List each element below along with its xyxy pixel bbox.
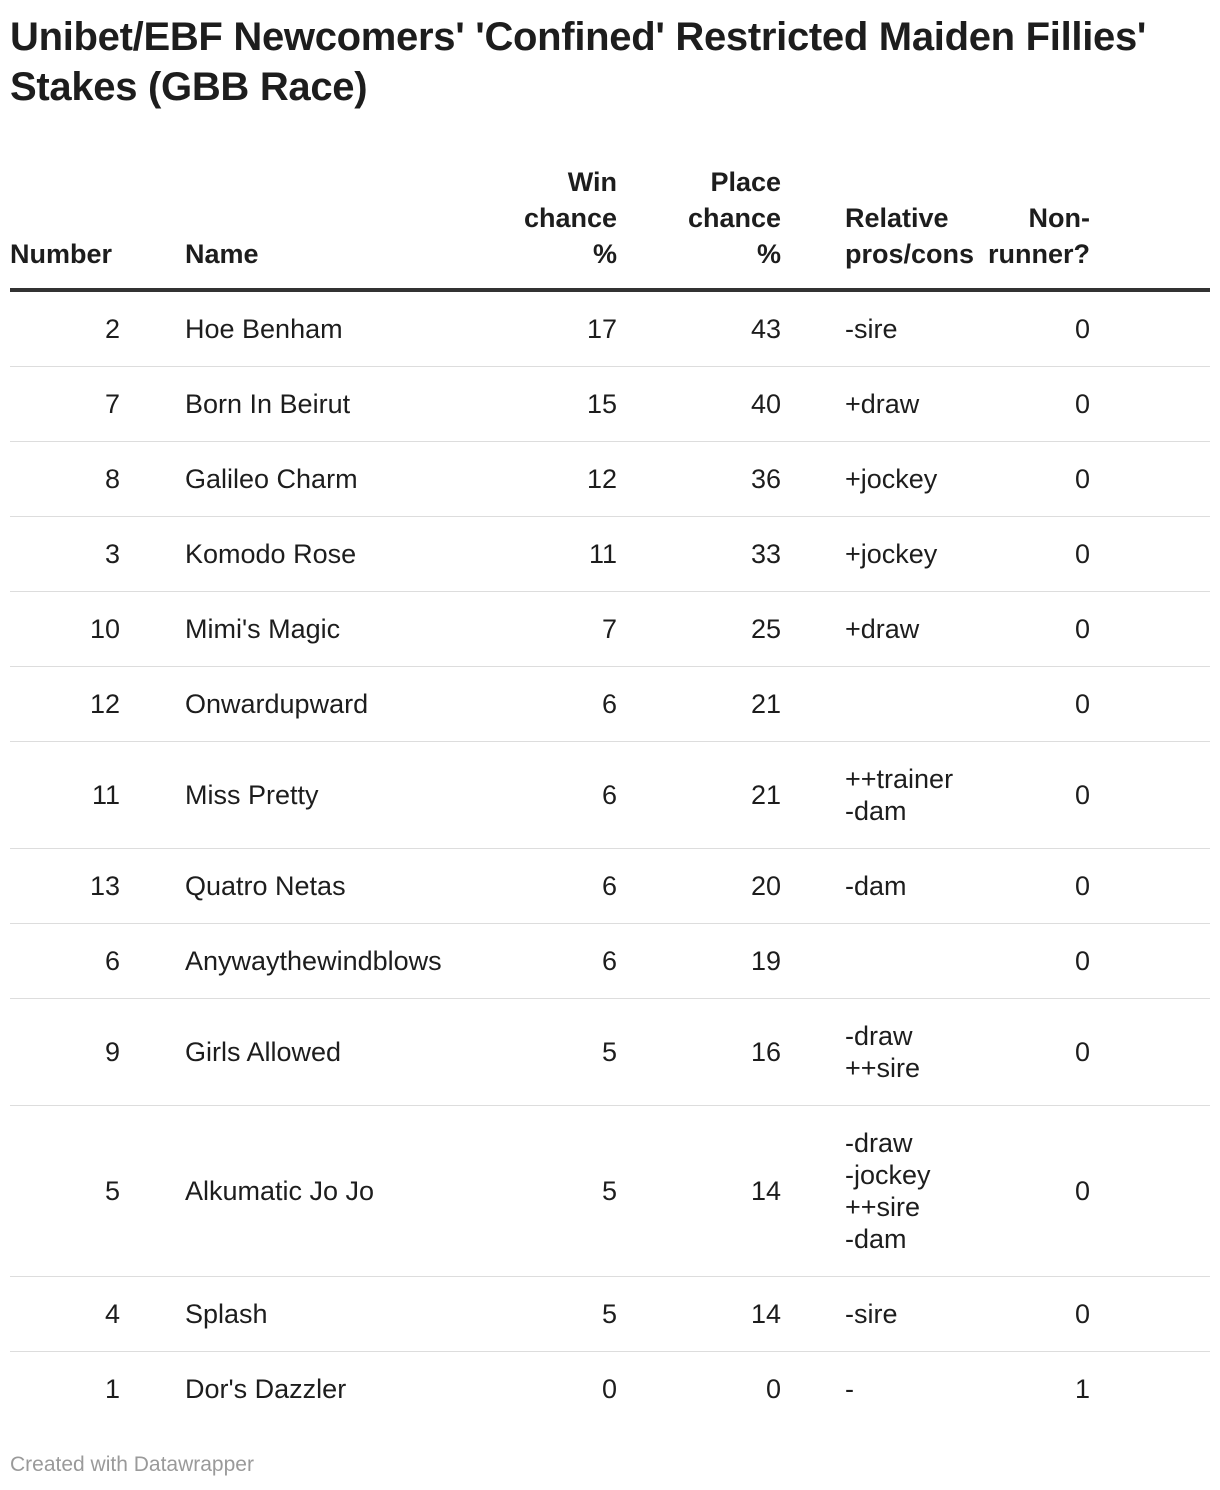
cell-place-chance: 14 <box>617 1277 781 1352</box>
cell-name: Anywaythewindblows <box>185 924 475 999</box>
table-row <box>10 667 1210 742</box>
cell-spacer <box>1090 1277 1210 1352</box>
table-body <box>10 290 1210 1426</box>
cell-non-runner: 0 <box>941 442 1090 517</box>
cell-number: 1 <box>104 1374 120 1404</box>
footer-credit: Created with Datawrapper <box>10 1453 254 1476</box>
cell-name: Galileo Charm <box>185 442 475 517</box>
cell-non-runner: 0 <box>941 367 1090 442</box>
cell-spacer <box>1090 442 1210 517</box>
header-spacer <box>1090 160 1210 290</box>
cell-win-chance: 5 <box>475 1106 617 1277</box>
header-row <box>10 160 1210 290</box>
cell-relative: +jockey <box>781 442 941 517</box>
cell-name: Alkumatic Jo Jo <box>185 1106 475 1277</box>
cell-spacer <box>1090 592 1210 667</box>
cell-name: Miss Pretty <box>185 742 475 849</box>
cell-place-chance: 25 <box>617 592 781 667</box>
cell-spacer <box>1090 849 1210 924</box>
cell-win-chance: 11 <box>475 517 617 592</box>
cell-non-runner: 0 <box>941 1106 1090 1277</box>
cell-spacer <box>1090 517 1210 592</box>
cell-place-chance: 40 <box>617 367 781 442</box>
cell-name: Dor's Dazzler <box>185 1374 347 1404</box>
table-row <box>10 592 1210 667</box>
cell-number: 8 <box>10 442 185 517</box>
cell-spacer <box>1090 667 1210 742</box>
cell-non-runner: 0 <box>941 517 1090 592</box>
cell-relative: - <box>845 1374 854 1404</box>
cell-name: Hoe Benham <box>185 290 475 367</box>
table-row <box>10 1106 1210 1277</box>
table-row <box>10 742 1210 849</box>
cell-relative <box>781 667 941 742</box>
cell-place-chance: 19 <box>617 924 781 999</box>
header-win-chance: Win chance % <box>475 160 617 290</box>
cell-relative: -sire <box>781 290 941 367</box>
cell-non-runner: 0 <box>941 924 1090 999</box>
cell-spacer <box>1090 1106 1210 1277</box>
cell-relative: +draw <box>781 592 941 667</box>
cell-number: 6 <box>10 924 185 999</box>
cell-name: Born In Beirut <box>185 367 475 442</box>
cell-relative <box>781 924 941 999</box>
cell-non-runner: 0 <box>941 1277 1090 1352</box>
cell-number: 13 <box>10 849 185 924</box>
cell-name: Girls Allowed <box>185 999 475 1106</box>
cell-spacer <box>1090 290 1210 367</box>
cell-number: 10 <box>10 592 185 667</box>
cell-place-chance: 0 <box>765 1374 781 1404</box>
cell-win-chance: 7 <box>475 592 617 667</box>
cell-number: 3 <box>10 517 185 592</box>
cell-relative: +jockey <box>781 517 941 592</box>
header-relative-pros-cons: Relative pros/cons <box>781 160 941 290</box>
cell-win-chance: 12 <box>475 442 617 517</box>
cell-relative: ++trainer -dam <box>781 742 941 849</box>
cell-name: Mimi's Magic <box>185 592 475 667</box>
chart-title: Unibet/EBF Newcomers' 'Confined' Restricted Maiden Fillies' Stakes (GBB Race) <box>10 15 1147 109</box>
table-row <box>10 290 1210 367</box>
cell-win-chance: 17 <box>475 290 617 367</box>
cell-spacer <box>1090 742 1210 849</box>
cell-name: Komodo Rose <box>185 517 475 592</box>
cell-win-chance: 6 <box>475 849 617 924</box>
table-row <box>10 1352 1210 1427</box>
cell-non-runner: 0 <box>941 592 1090 667</box>
cell-place-chance: 21 <box>617 742 781 849</box>
header-number: Number <box>10 160 185 290</box>
header-place-chance: Place chance % <box>617 160 781 290</box>
cell-win-chance: 6 <box>475 742 617 849</box>
cell-relative: -dam <box>781 849 941 924</box>
cell-non-runner: 0 <box>941 667 1090 742</box>
header-name: Name <box>185 160 475 290</box>
cell-place-chance: 21 <box>617 667 781 742</box>
cell-non-runner: 0 <box>941 999 1090 1106</box>
race-table <box>10 160 1210 1426</box>
cell-spacer <box>1090 924 1210 999</box>
cell-win-chance: 0 <box>601 1374 617 1404</box>
cell-win-chance: 6 <box>475 667 617 742</box>
cell-non-runner: 0 <box>941 849 1090 924</box>
cell-number: 7 <box>10 367 185 442</box>
cell-non-runner: 1 <box>1074 1374 1090 1404</box>
cell-place-chance: 16 <box>617 999 781 1106</box>
table-row <box>10 367 1210 442</box>
cell-place-chance: 43 <box>617 290 781 367</box>
cell-name: Onwardupward <box>185 667 475 742</box>
cell-win-chance: 5 <box>475 999 617 1106</box>
table-row <box>10 849 1210 924</box>
cell-number: 5 <box>10 1106 185 1277</box>
cell-place-chance: 20 <box>617 849 781 924</box>
table-row <box>10 924 1210 999</box>
cell-place-chance: 14 <box>617 1106 781 1277</box>
cell-spacer <box>1090 367 1210 442</box>
cell-relative: +draw <box>781 367 941 442</box>
cell-relative: -sire <box>781 1277 941 1352</box>
cell-spacer <box>1090 1352 1210 1427</box>
table-row <box>10 1277 1210 1352</box>
cell-number: 12 <box>10 667 185 742</box>
table-row <box>10 442 1210 517</box>
cell-place-chance: 33 <box>617 517 781 592</box>
cell-win-chance: 6 <box>475 924 617 999</box>
cell-win-chance: 5 <box>475 1277 617 1352</box>
cell-number: 11 <box>10 742 185 849</box>
cell-non-runner: 0 <box>941 742 1090 849</box>
cell-number: 9 <box>10 999 185 1106</box>
cell-win-chance: 15 <box>475 367 617 442</box>
table-row <box>10 999 1210 1106</box>
cell-non-runner: 0 <box>941 290 1090 367</box>
cell-number: 4 <box>10 1277 185 1352</box>
cell-name: Splash <box>185 1277 475 1352</box>
table-row <box>10 517 1210 592</box>
cell-relative: -draw -jockey ++sire -dam <box>781 1106 941 1277</box>
cell-name: Quatro Netas <box>185 849 475 924</box>
cell-spacer <box>1090 999 1210 1106</box>
cell-place-chance: 36 <box>617 442 781 517</box>
header-non-runner: Non- runner? <box>941 160 1090 290</box>
cell-relative: -draw ++sire <box>781 999 941 1106</box>
cell-number: 2 <box>10 290 185 367</box>
